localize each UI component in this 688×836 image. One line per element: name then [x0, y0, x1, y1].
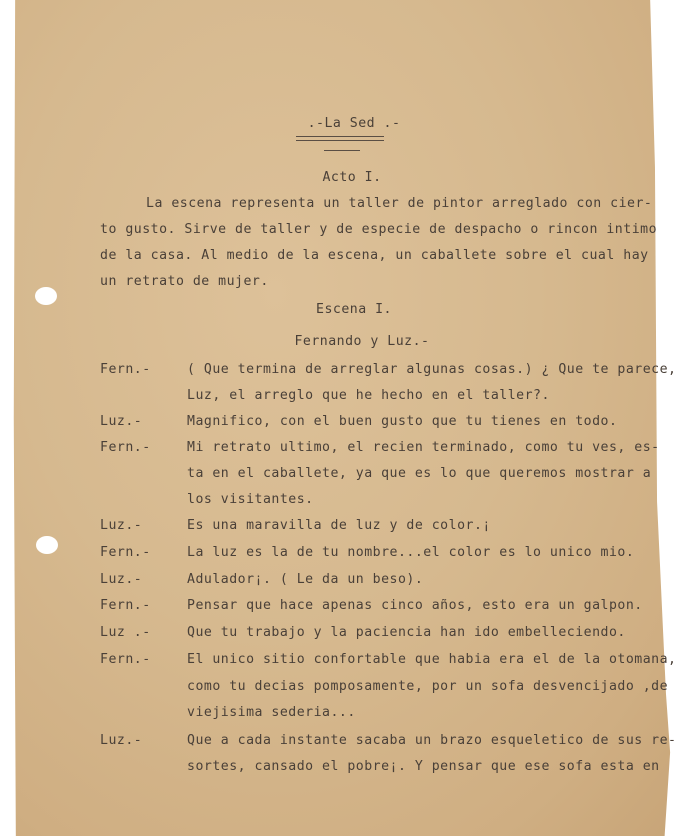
- speaker-label: Fern.-: [100, 598, 151, 613]
- dialogue-line: viejisima sederia...: [187, 705, 356, 720]
- dialogue-line: Mi retrato ultimo, el recien terminado, como tu ves, es-: [187, 440, 660, 455]
- title-underline-2: [296, 140, 384, 141]
- dialogue-line: ( Que termina de arreglar algunas cosas.) ¿ Que te parece,: [187, 362, 677, 377]
- title-underline-1: [296, 136, 384, 137]
- speaker-label: Luz.-: [100, 733, 143, 748]
- speaker-label: Luz.-: [100, 572, 143, 587]
- speaker-label: Fern.-: [100, 440, 151, 455]
- speaker-label: Fern.-: [100, 362, 151, 377]
- intro-line: La escena representa un taller de pintor arreglado con cier-: [146, 196, 653, 211]
- speaker-label: Luz.-: [100, 518, 143, 533]
- dialogue-line: Magnifico, con el buen gusto que tu tienes en todo.: [187, 414, 618, 429]
- scene-heading: Escena I.: [316, 302, 392, 317]
- punch-hole-bottom: [36, 536, 58, 554]
- dialogue-line: Pensar que hace apenas cinco años, esto era un galpon.: [187, 598, 643, 613]
- speaker-label: Fern.-: [100, 652, 151, 667]
- speaker-label: Luz .-: [100, 625, 151, 640]
- act-heading: Acto I.: [322, 170, 382, 185]
- dialogue-line: ta en el caballete, ya que es lo que queremos mostrar a: [187, 466, 652, 481]
- dialogue-line: Luz, el arreglo que he hecho en el taller?.: [187, 388, 550, 403]
- dialogue-line: Adulador¡. ( Le da un beso).: [187, 572, 424, 587]
- characters-heading: Fernando y Luz.-: [294, 334, 430, 349]
- dialogue-line: los visitantes.: [187, 492, 314, 507]
- dialogue-line: como tu decias pomposamente, por un sofa desvencijado ,de: [187, 679, 669, 694]
- dialogue-line: El unico sitio confortable que habia era el de la otomana,: [187, 652, 677, 667]
- intro-line: to gusto. Sirve de taller y de especie de despacho o rincon intimo: [100, 222, 658, 237]
- intro-line: un retrato de mujer.: [100, 274, 269, 289]
- speaker-label: Luz.-: [100, 414, 143, 429]
- document-title: .-La Sed .-: [307, 116, 401, 131]
- dialogue-line: La luz es la de tu nombre...el color es lo unico mio.: [187, 545, 635, 560]
- dialogue-line: sortes, cansado el pobre¡. Y pensar que ese sofa esta en: [187, 759, 660, 774]
- title-underline-3: [324, 150, 360, 151]
- dialogue-line: Que tu trabajo y la paciencia han ido embelleciendo.: [187, 625, 626, 640]
- speaker-label: Fern.-: [100, 545, 151, 560]
- dialogue-line: Que a cada instante sacaba un brazo esqueletico de sus re-: [187, 733, 677, 748]
- intro-line: de la casa. Al medio de la escena, un caballete sobre el cual hay: [100, 248, 649, 263]
- dialogue-line: Es una maravilla de luz y de color.¡: [187, 518, 491, 533]
